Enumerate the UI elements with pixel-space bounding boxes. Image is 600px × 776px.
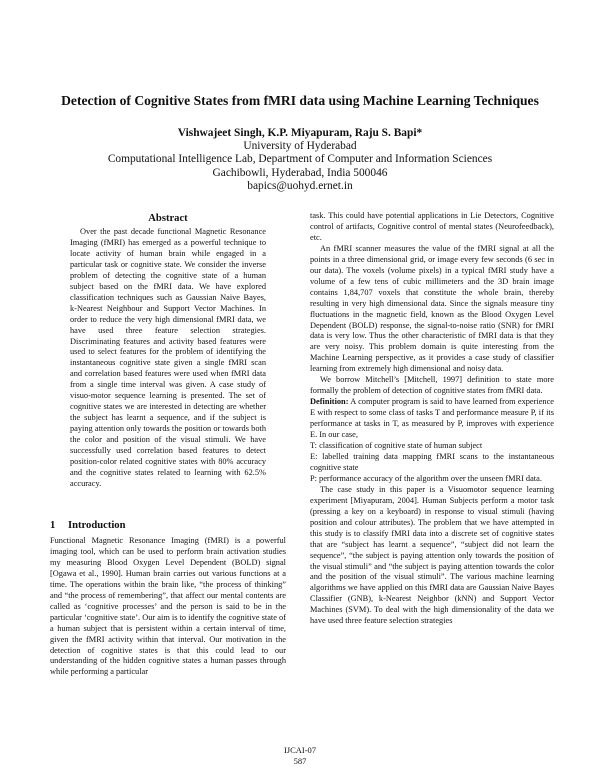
definition-paragraph: [310, 397, 554, 441]
definition-p: P: performance accuracy of the algorithm over the unseen fMRI data.: [310, 473, 542, 483]
section-number: 1: [50, 520, 56, 531]
affiliation-university: University of Hyderabad: [243, 140, 357, 153]
venue-label: IJCAI-07: [283, 745, 317, 755]
introduction-heading: [50, 519, 286, 532]
affiliation-lab: Computational Intelligence Lab, Department of Computer and Information Sciences: [107, 153, 493, 166]
author-names: Vishwajeet Singh, K.P. Miyapuram, Raju S. Bapi*: [177, 127, 423, 139]
abstract-body: [70, 227, 266, 490]
paper-title: Detection of Cognitive States from fMRI data using Machine Learning Techniques: [61, 93, 539, 108]
definition-term: Definition:: [310, 397, 349, 407]
intro-paragraph-3: We borrow Mitchell’s [Mitchell, 1997] definition to state more formally the problem of detection of cognitive states from fMRI data.: [310, 375, 554, 396]
right-column: [310, 211, 554, 627]
intro-paragraph-2: An fMRI scanner measures the value of the fMRI signal at all the points in a three dimensional grid, or image every few seconds (6 sec in our data). The voxels (volume pixels) in a typical fMRI study have a volume of a few tens of cubic millimeters and the 3D brain image contains 1,84,707 voxels that constitute the whole brain, thereby resulting in very high dimensional data. Since the signals measure tiny fluctuations in the magnetic field, known as the Blood Oxygen Level Dependent (BOLD) response, the signal-to-noise ratio (SNR) for fMRI data is very low. Thus the other characteristic of fMRI data is that they are very noisy. This problem domain is quite interesting from the Machine Learning perspective, as it provides a case study of classifier learning from extremely high dimensional and noisy data.: [310, 243, 554, 374]
definition-text: A computer program is said to have learned from experience E with respect to some class of tasks T and performance measure P, if its performance at tasks in T, as measured by P, improves with experience E. In our case,: [310, 397, 554, 440]
author-block: [40, 127, 560, 193]
section-title: Introduction: [68, 520, 126, 531]
affiliation-address: Gachibowli, Hyderabad, India 500046: [212, 166, 388, 179]
definition-t: T: classification of cognitive state of human subject: [310, 441, 483, 451]
intro-paragraph-4: The case study in this paper is a Visuomotor sequence learning experiment [Miyapuram, 2004]. Human Subjects perform a motor task (pressing a key on a keyboard) in response to visual stimuli (having position and colour attributes). The problem that we have attempted in this study is to classify fMRI data into a discrete set of cognitive states that are “subject has learnt a sequence”, “subject did not learn the sequence”, “the subject is paying attention only towards the position of the visual stimuli” and “the subject is paying attention towards the color and the position of the visual stimuli”. The various machine learning algorithms we have applied on this fMRI data are Gaussian Naive Bayes Classifier (GNB), k-Nearest Neighbor (kNN) and Support Vector Machines (SVM). To deal with the high dimensionality of the data we have used three feature selection strategies: [310, 484, 554, 626]
abstract-text: Over the past decade functional Magnetic Resonance Imaging (fMRI) has emerged as a powerful technique to locate activity of human brain while engaged in a particular task or cognitive state. We consider the inverse problem of detecting the cognitive state of a human subject based on the fMRI data. We have explored classification techniques such as Gaussian Naive Bayes, k-Nearest Neighbour and Support Vector Machines. In order to reduce the very high dimensional fMRI data, we have used three feature selection strategies. Discriminating features and activity based features were used to select features for the problem of identifying the instantaneous cognitive state given a single fMRI scan and correlation based features were used when fMRI data from a single time interval was given. A case study of visuo-motor sequence learning is presented. The set of cognitive states we are interested in detecting are whether the subject has learnt a sequence, and if the subject is paying attention only towards the position or towards both the color and position of the visual stimuli. We have successfully used correlation based features to detect position-color related cognitive states with 80% accuracy and the cognitive states related to learning with 62.5% accuracy.: [70, 227, 266, 488]
author-email: bapics@uohyd.ernet.in: [247, 179, 353, 192]
page-number: 587: [293, 755, 307, 766]
intro-paragraph-1: Functional Magnetic Resonance Imaging (fMRI) is a powerful imaging tool, which can be used to perform brain activation studies my measuring Blood Oxygen Level Dependent (BOLD) signal [Ogawa et al., 1990]. Human brain carries out various functions at a time. The operations within the brain like, “the process of thinking” and “the process of remembering”, that affect our mental contents are called as ‘cognitive processes’ and the person is said to be in the particular ‘cognitive state’. Our aim is to identify the cognitive state of a human subject that is persistent within a certain interval of time, given the fMRI activity within that interval. Our motivation in the detection of cognitive states is that this could lead to our understanding of the hidden cognitive states a human passes through while performing a particular: [50, 536, 286, 677]
abstract-heading: Abstract: [148, 213, 188, 224]
page-footer: [250, 745, 350, 766]
intro-continuation: task. This could have potential applications in Lie Detectors, Cognitive control of artifacts, Cognitive control of mental states (Neurofeedback), etc.: [310, 211, 554, 242]
definition-e: E: labelled training data mapping fMRI scans to the instantaneous cognitive state: [310, 451, 554, 472]
introduction-body: [50, 536, 286, 678]
